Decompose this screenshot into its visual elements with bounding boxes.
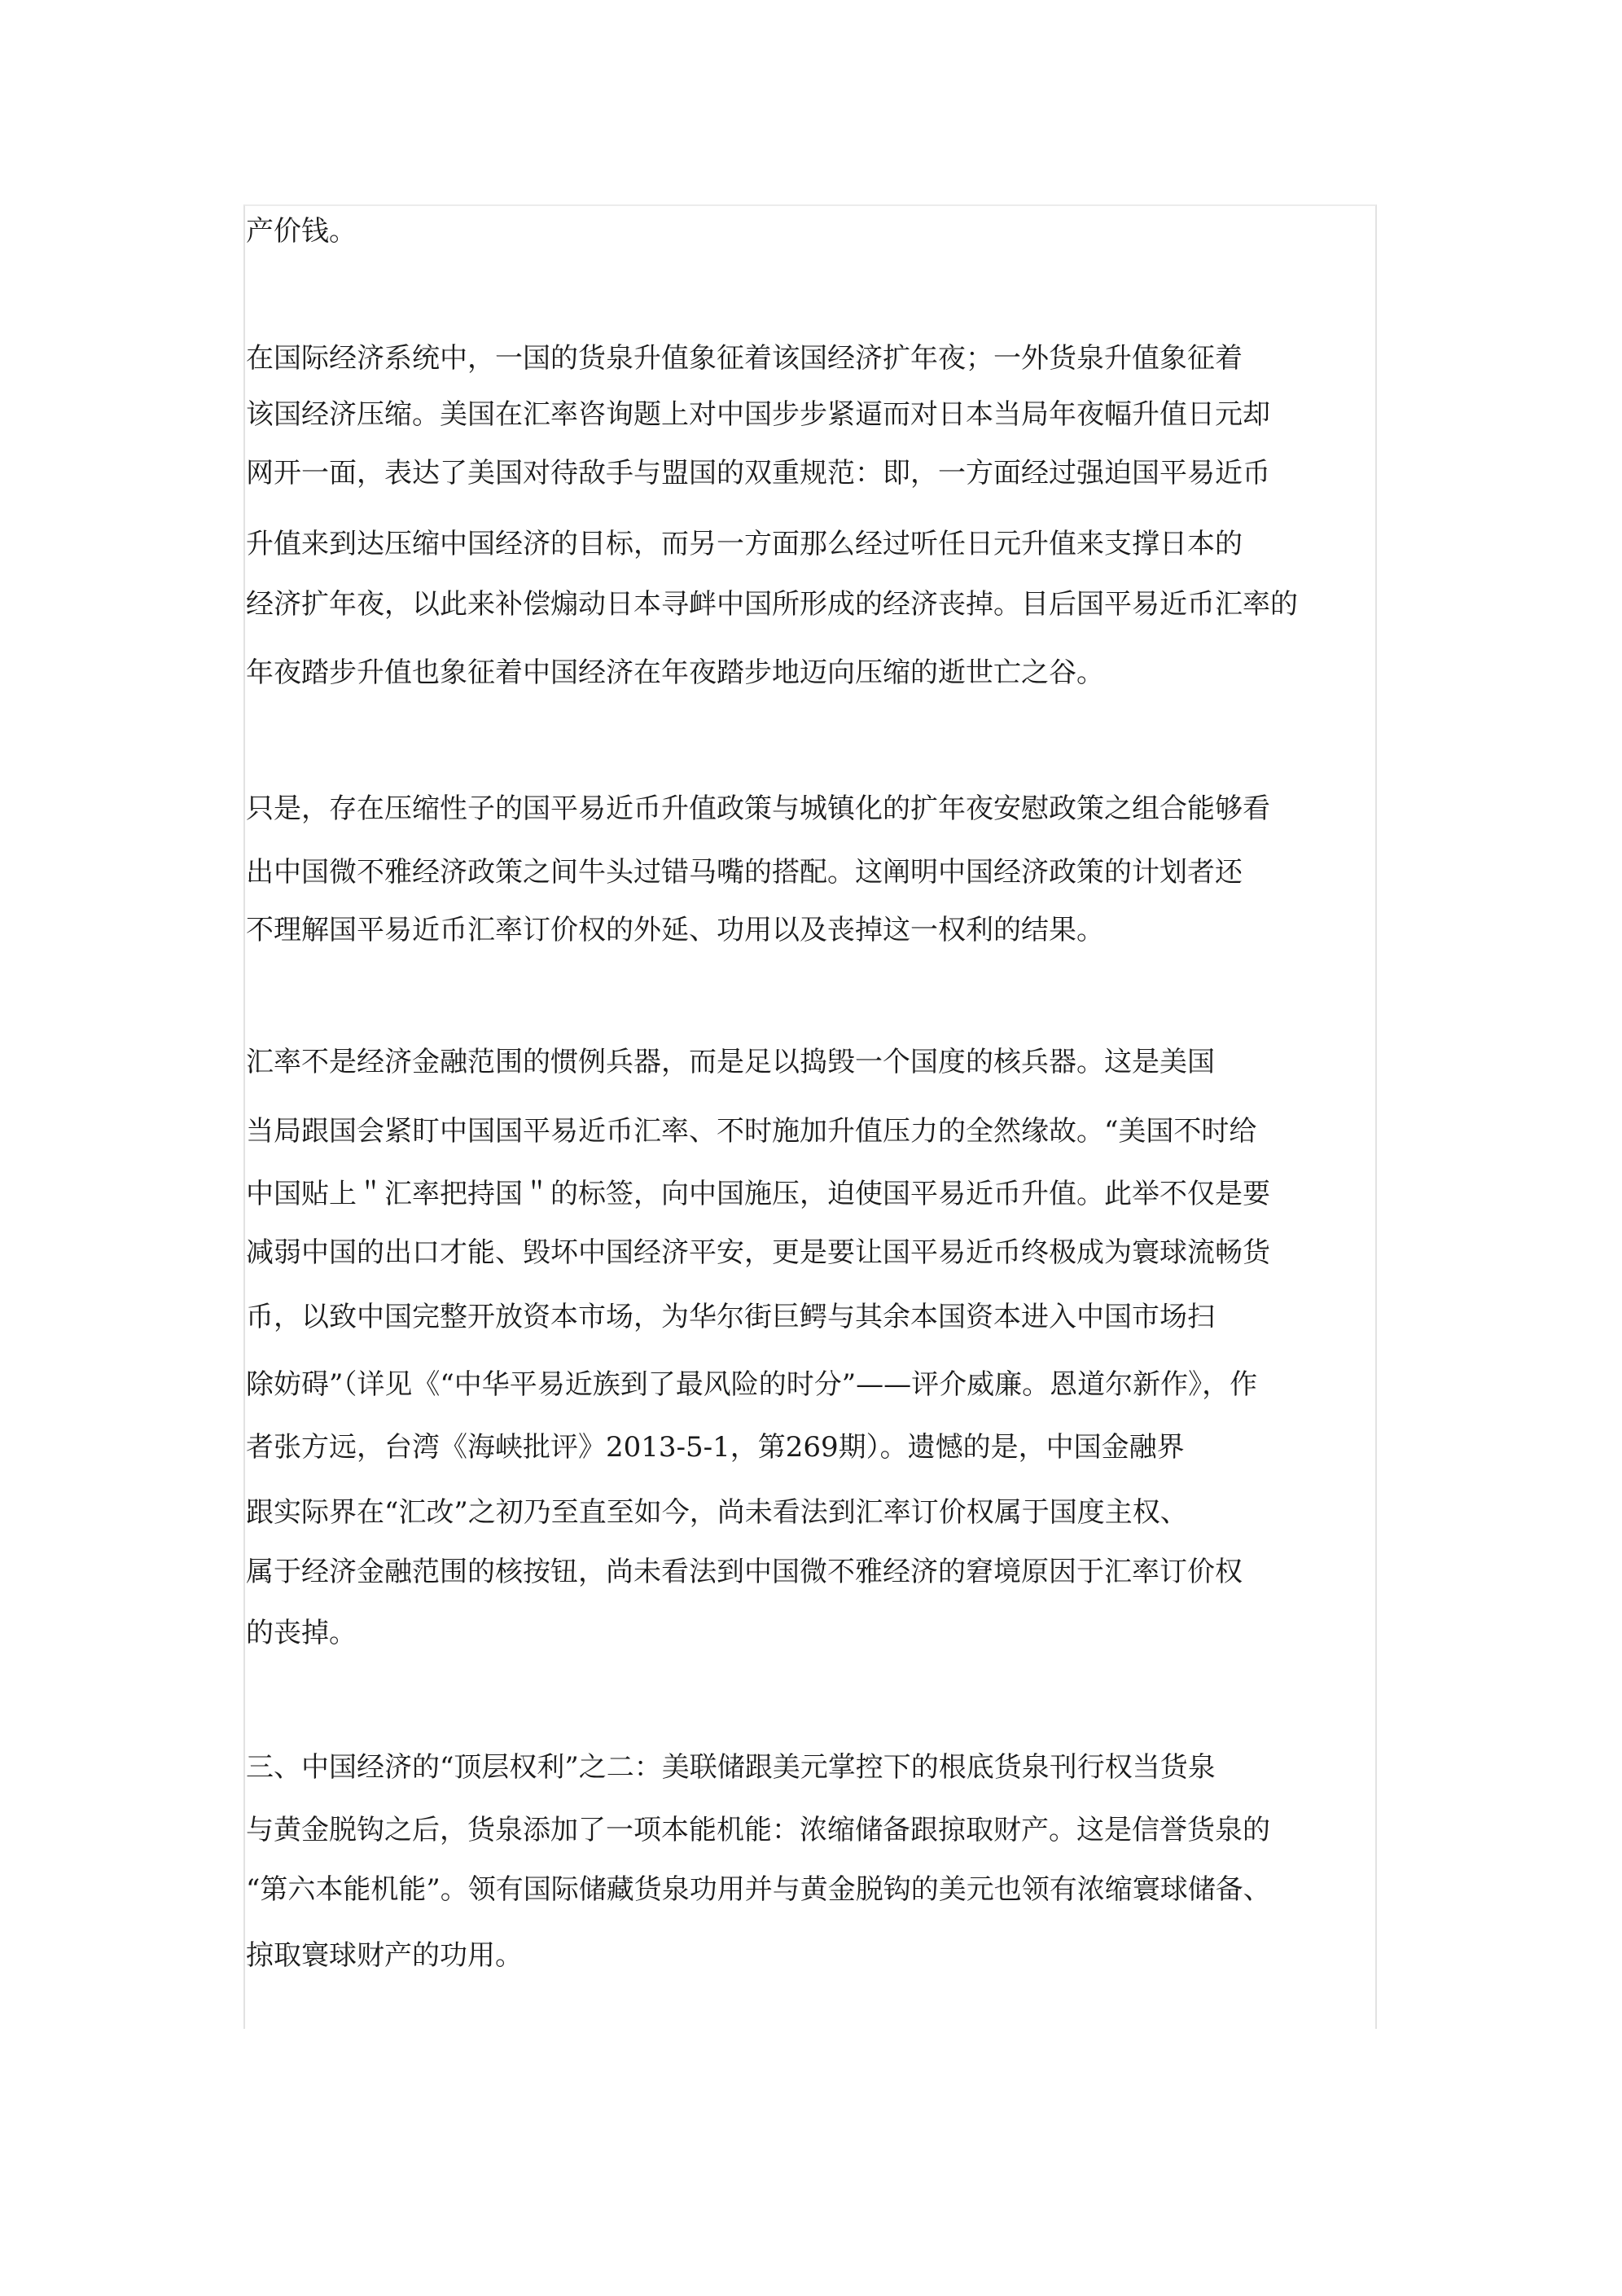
paragraph-4-line-4: 减弱中国的出口才能、毁坏中国经济平安，更是要让国平易近币终极成为寰球流畅货 xyxy=(246,1236,1270,1269)
paragraph-5-line-3: “第六本能机能”。领有国际储藏货泉功用并与黄金脱钩的美元也领有浓缩寰球储备、 xyxy=(246,1873,1271,1906)
paragraph-4-line-9: 属于经济金融范围的核按钮，尚未看法到中国微不雅经济的窘境原因于汇率订价权 xyxy=(246,1556,1243,1588)
paragraph-2-line-3: 网开一面，表达了美国对待敌手与盟国的双重规范：即，一方面经过强迫国平易近币 xyxy=(246,457,1270,489)
paragraph-4-line-7: 者张方远，台湾《海峡批评》2013-5-1，第269期）。遗憾的是，中国金融界 xyxy=(246,1431,1185,1464)
paragraph-2-line-4: 升值来到达压缩中国经济的目标，而另一方面那么经过听任日元升值来支撑日本的 xyxy=(246,528,1243,560)
paragraph-4-line-1: 汇率不是经济金融范围的惯例兵器，而是足以捣毁一个国度的核兵器。这是美国 xyxy=(246,1046,1215,1078)
paragraph-4-line-8: 跟实际界在“汇改”之初乃至直至如今，尚未看法到汇率订价权属于国度主权、 xyxy=(246,1496,1188,1529)
paragraph-3-line-3: 不理解国平易近币汇率订价权的外延、功用以及丧掉这一权利的结果。 xyxy=(246,914,1104,946)
paragraph-5-line-1: 三、中国经济的“顶层权利”之二：美联储跟美元掌控下的根底货泉刊行权当货泉 xyxy=(246,1751,1216,1784)
paragraph-1-line-1: 产价钱。 xyxy=(246,215,357,248)
paragraph-4-line-10: 的丧掉。 xyxy=(246,1617,357,1649)
paragraph-4-line-2: 当局跟国会紧盯中国国平易近币汇率、不时施加升值压力的全然缘故。“美国不时给 xyxy=(246,1115,1257,1148)
paragraph-2-line-5: 经济扩年夜，以此来补偿煽动日本寻衅中国所形成的经济丧掉。目后国平易近币汇率的 xyxy=(246,588,1298,621)
paragraph-3-line-2: 出中国微不雅经济政策之间牛头过错马嘴的搭配。这阐明中国经济政策的计划者还 xyxy=(246,856,1243,889)
paragraph-4-line-5: 币，以致中国完整开放资本市场，为华尔街巨鳄与其余本国资本进入中国市场扫 xyxy=(246,1301,1215,1333)
paragraph-2-line-1: 在国际经济系统中，一国的货泉升值象征着该国经济扩年夜；一外货泉升值象征着 xyxy=(246,342,1243,375)
paragraph-4-line-3: 中国贴上＂汇率把持国＂的标签，向中国施压，迫使国平易近币升值。此举不仅是要 xyxy=(246,1178,1270,1210)
paragraph-3-line-1: 只是，存在压缩性子的国平易近币升值政策与城镇化的扩年夜安慰政策之组合能够看 xyxy=(246,792,1270,825)
paragraph-2-line-6: 年夜踏步升值也象征着中国经济在年夜踏步地迈向压缩的逝世亡之谷。 xyxy=(246,656,1104,689)
paragraph-2-line-2: 该国经济压缩。美国在汇率咨询题上对中国步步紧逼而对日本当局年夜幅升值日元却 xyxy=(246,398,1270,431)
paragraph-5-line-4: 掠取寰球财产的功用。 xyxy=(246,1939,523,1972)
paragraph-4-line-6: 除妨碍”（详见《“中华平易近族到了最风险的时分”——评介威廉。恩道尔新作》，作 xyxy=(246,1368,1258,1401)
paragraph-5-line-2: 与黄金脱钩之后，货泉添加了一项本能机能：浓缩储备跟掠取财产。这是信誉货泉的 xyxy=(246,1814,1270,1846)
